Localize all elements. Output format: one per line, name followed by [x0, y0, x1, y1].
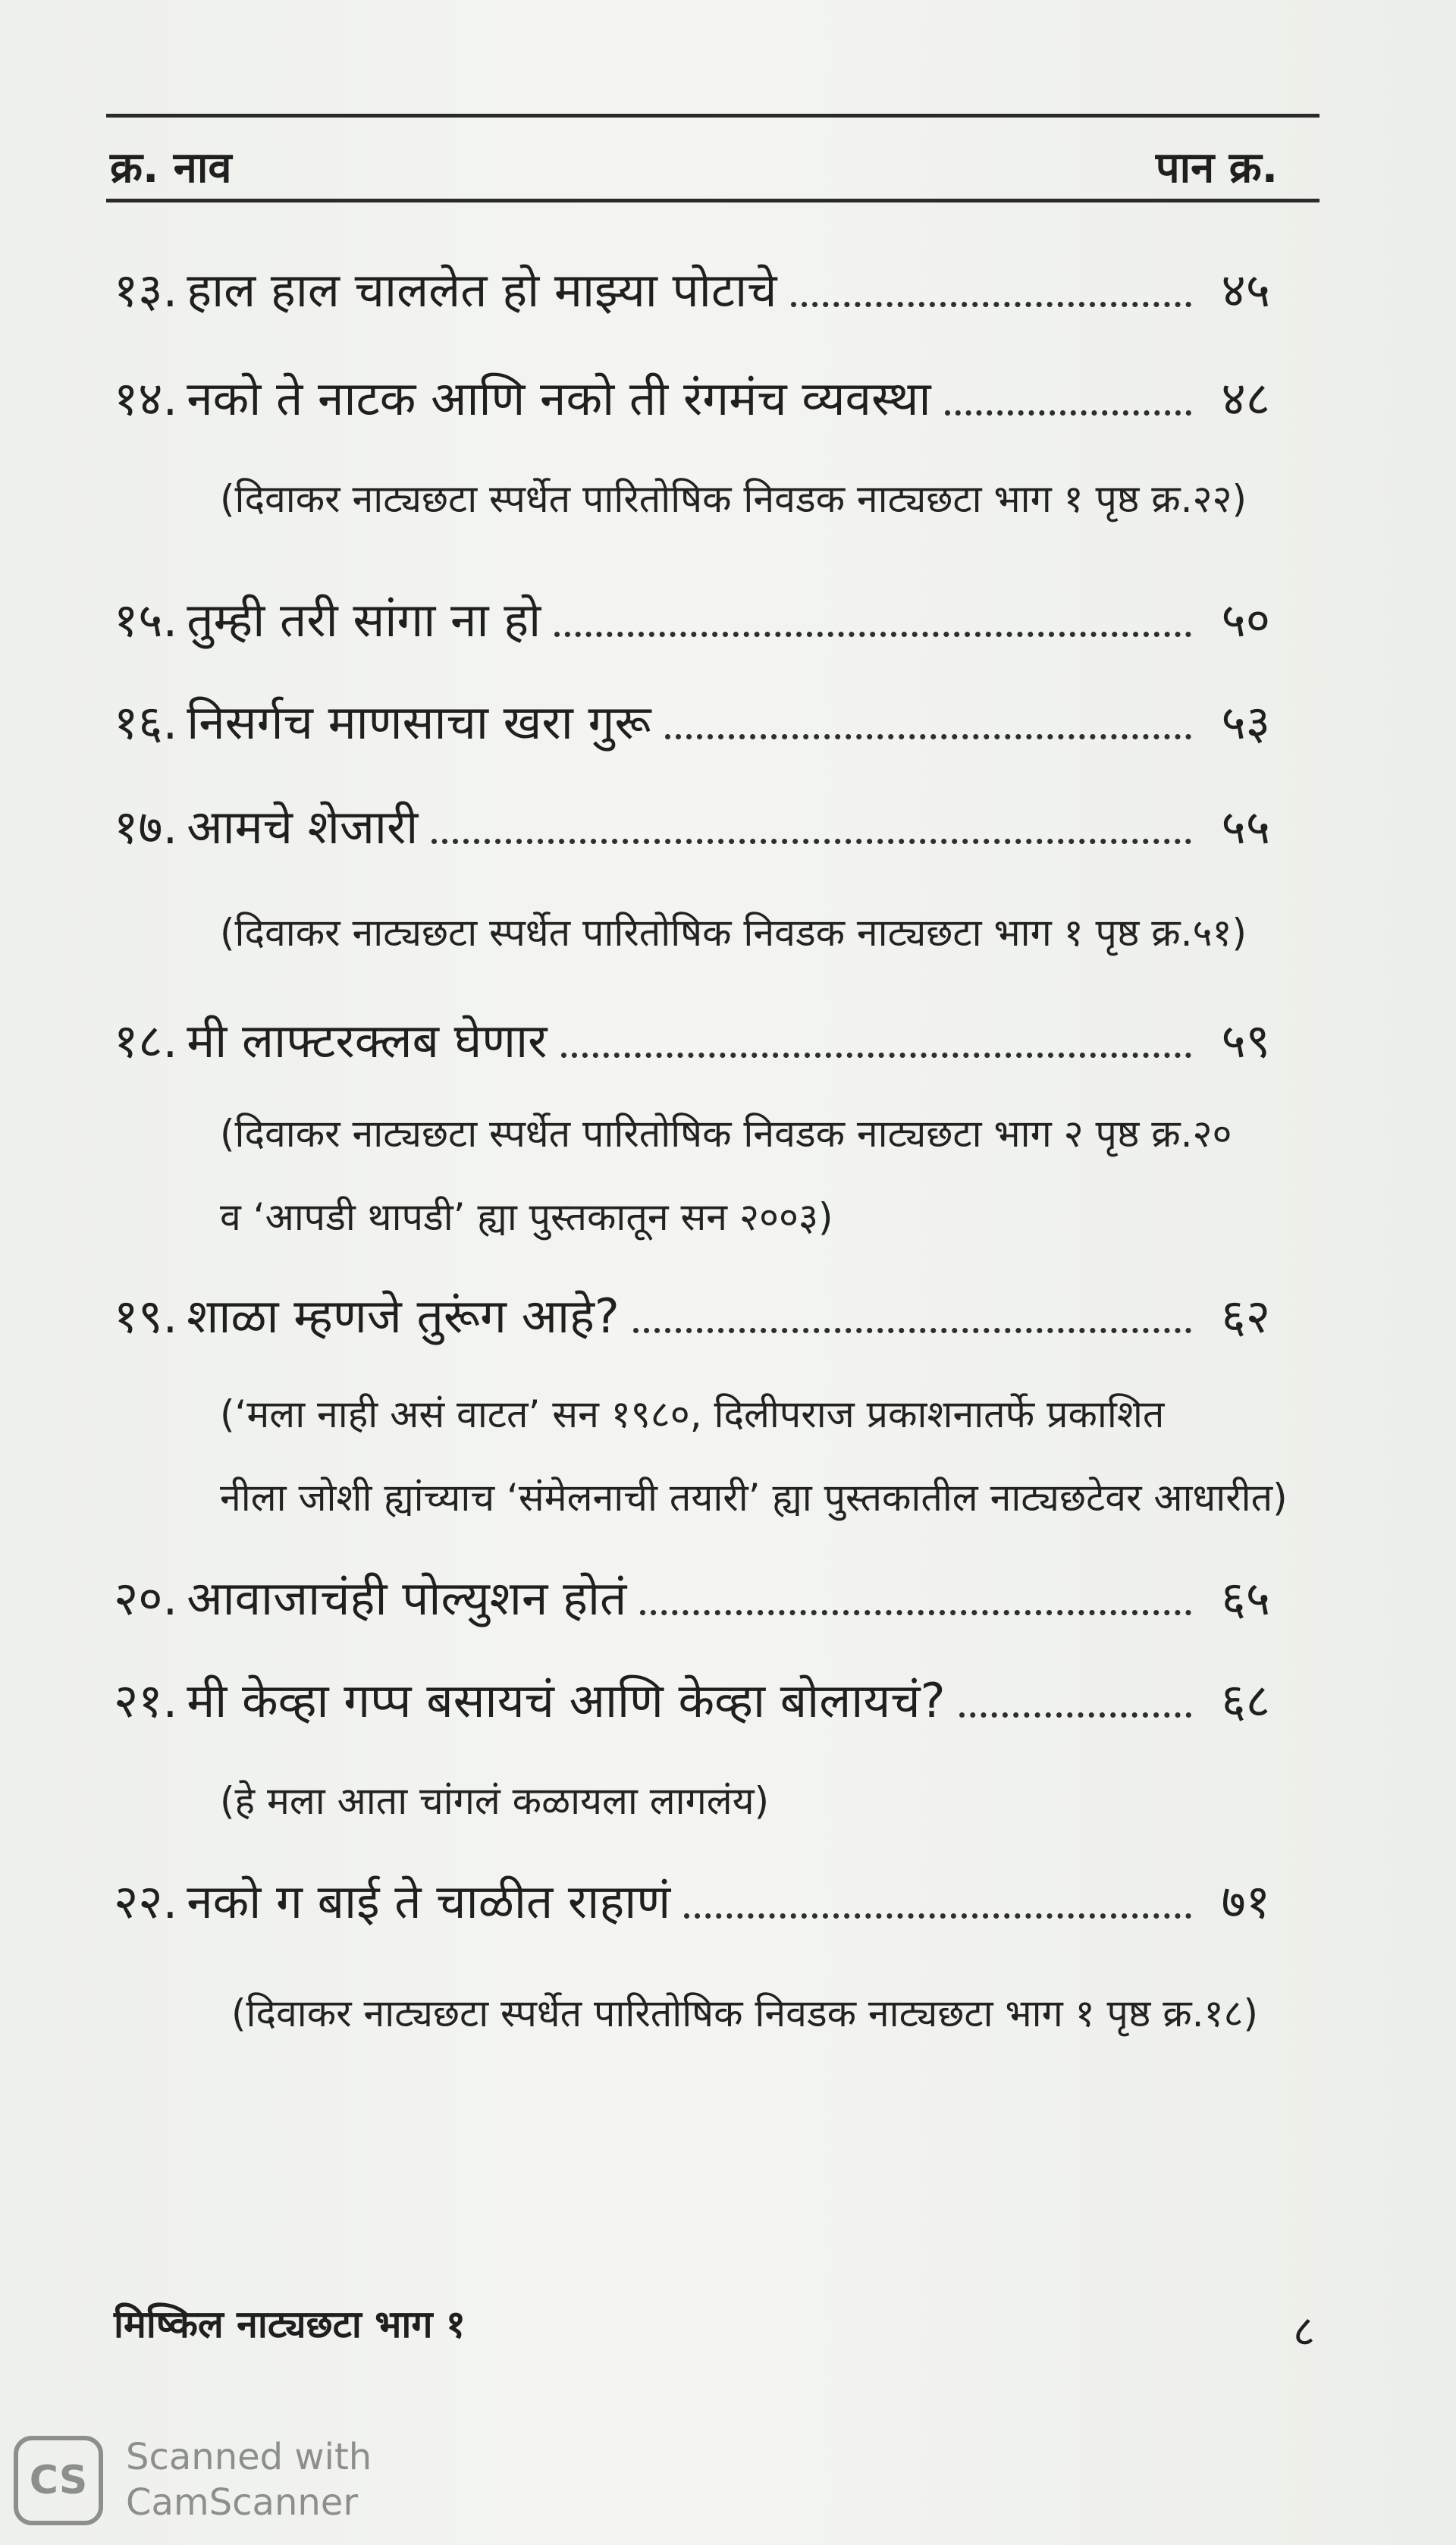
entry-note-19-line-1: (‘मला नाही असं वाटत’ सन १९८०, दिलीपराज प्रकाशनातर्फे प्रकाशित: [220, 1392, 1165, 1436]
entry-page-number: ७१: [1221, 1874, 1270, 1929]
entry-title: मी लाफ्टरक्लब घेणार: [187, 1013, 548, 1069]
entry-title: निसर्गच माणसाचा खरा गुरू: [187, 695, 651, 750]
dot-leader: [945, 410, 1191, 416]
entry-page-number: ४५: [1221, 262, 1270, 318]
toc-entry-22: [114, 1866, 1270, 1934]
entry-title: नको ग बाई ते चाळीत राहाणं: [187, 1874, 671, 1929]
dot-leader: [791, 302, 1191, 307]
entry-note-22: (दिवाकर नाट्यछटा स्पर्धेत पारितोषिक निवडक नाट्यछटा भाग १ पृष्ठ क्र.१८): [231, 1991, 1259, 2035]
entry-page-number: ६८: [1221, 1673, 1270, 1728]
dot-leader: [665, 734, 1191, 739]
toc-entry-20: [114, 1562, 1270, 1630]
header-top-rule: [106, 114, 1320, 118]
entry-number: १७.: [114, 799, 178, 855]
entry-page-number: ५३: [1221, 695, 1270, 750]
entry-title: मी केव्हा गप्प बसायचं आणि केव्हा बोलायचं?: [187, 1673, 946, 1728]
entry-number: १९.: [114, 1288, 178, 1344]
entry-page-number: ६५: [1221, 1571, 1270, 1626]
entry-title: आवाजाचंही पोल्युशन होतं: [187, 1571, 627, 1626]
watermark-line-2: CamScanner: [126, 2481, 359, 2524]
entry-number: १३.: [114, 262, 178, 318]
entry-note-21: (हे मला आता चांगलं कळायला लागलंय): [220, 1779, 770, 1823]
entry-number: १८.: [114, 1013, 178, 1069]
entry-page-number: ५०: [1221, 592, 1270, 648]
toc-entry-14: [114, 362, 1270, 431]
header-bottom-rule: [106, 199, 1320, 202]
header-index-name-label: क्र. नाव: [110, 143, 232, 193]
entry-title: आमचे शेजारी: [187, 799, 419, 855]
entry-number: २०.: [114, 1571, 178, 1626]
entry-number: १४.: [114, 371, 178, 426]
entry-note-17: (दिवाकर नाट्यछटा स्पर्धेत पारितोषिक निवडक नाट्यछटा भाग १ पृष्ठ क्र.५१): [220, 911, 1247, 955]
entry-page-number: ५९: [1221, 1013, 1270, 1069]
toc-entry-17: [114, 791, 1270, 859]
footer-page-number: ८: [1293, 2307, 1316, 2356]
entry-note-19-line-2: नीला जोशी ह्यांच्याच ‘संमेलनाची तयारी’ ह्या पुस्तकातील नाट्यछटेवर आधारीत): [220, 1476, 1288, 1520]
entry-title: शाळा म्हणजे तुरूंग आहे?: [187, 1288, 620, 1344]
toc-entry-21: [114, 1665, 1270, 1733]
dot-leader: [684, 1913, 1191, 1919]
dot-leader: [561, 1053, 1191, 1058]
camscanner-logo-icon: CS: [14, 2436, 103, 2525]
entry-number: १६.: [114, 695, 178, 750]
entry-note-18-line-2: व ‘आपडी थापडी’ ह्या पुस्तकातून सन २००३): [220, 1195, 833, 1239]
entry-number: २२.: [114, 1874, 178, 1929]
entry-title: हाल हाल चाललेत हो माझ्या पोटाचे: [187, 262, 777, 318]
toc-entry-15: [114, 584, 1270, 652]
entry-number: १५.: [114, 592, 178, 648]
dot-leader: [554, 632, 1191, 637]
entry-note-14: (दिवाकर नाट्यछटा स्पर्धेत पारितोषिक निवडक नाट्यछटा भाग १ पृष्ठ क्र.२२): [220, 477, 1247, 521]
entry-number: २१.: [114, 1673, 178, 1728]
entry-title: नको ते नाटक आणि नको ती रंगमंच व्यवस्था: [187, 371, 931, 426]
camscanner-watermark: [126, 2434, 372, 2525]
header-page-number-label: पान क्र.: [1155, 143, 1278, 193]
toc-entry-13: [114, 254, 1270, 322]
entry-note-18-line-1: (दिवाकर नाट्यछटा स्पर्धेत पारितोषिक निवडक नाट्यछटा भाग २ पृष्ठ क्र.२०: [220, 1112, 1232, 1156]
footer-book-title: मिष्किल नाट्यछटा भाग १: [114, 2302, 466, 2346]
entry-page-number: ५५: [1221, 799, 1270, 855]
dot-leader: [431, 839, 1191, 844]
dot-leader: [640, 1610, 1191, 1615]
toc-entry-19: [114, 1280, 1270, 1348]
entry-title: तुम्ही तरी सांगा ना हो: [187, 592, 541, 648]
toc-entry-18: [114, 1005, 1270, 1073]
entry-page-number: ६२: [1221, 1288, 1270, 1344]
entry-page-number: ४८: [1221, 371, 1270, 426]
toc-entry-16: [114, 686, 1270, 755]
dot-leader: [959, 1712, 1191, 1718]
dot-leader: [633, 1328, 1191, 1333]
watermark-line-1: Scanned with: [126, 2436, 372, 2478]
